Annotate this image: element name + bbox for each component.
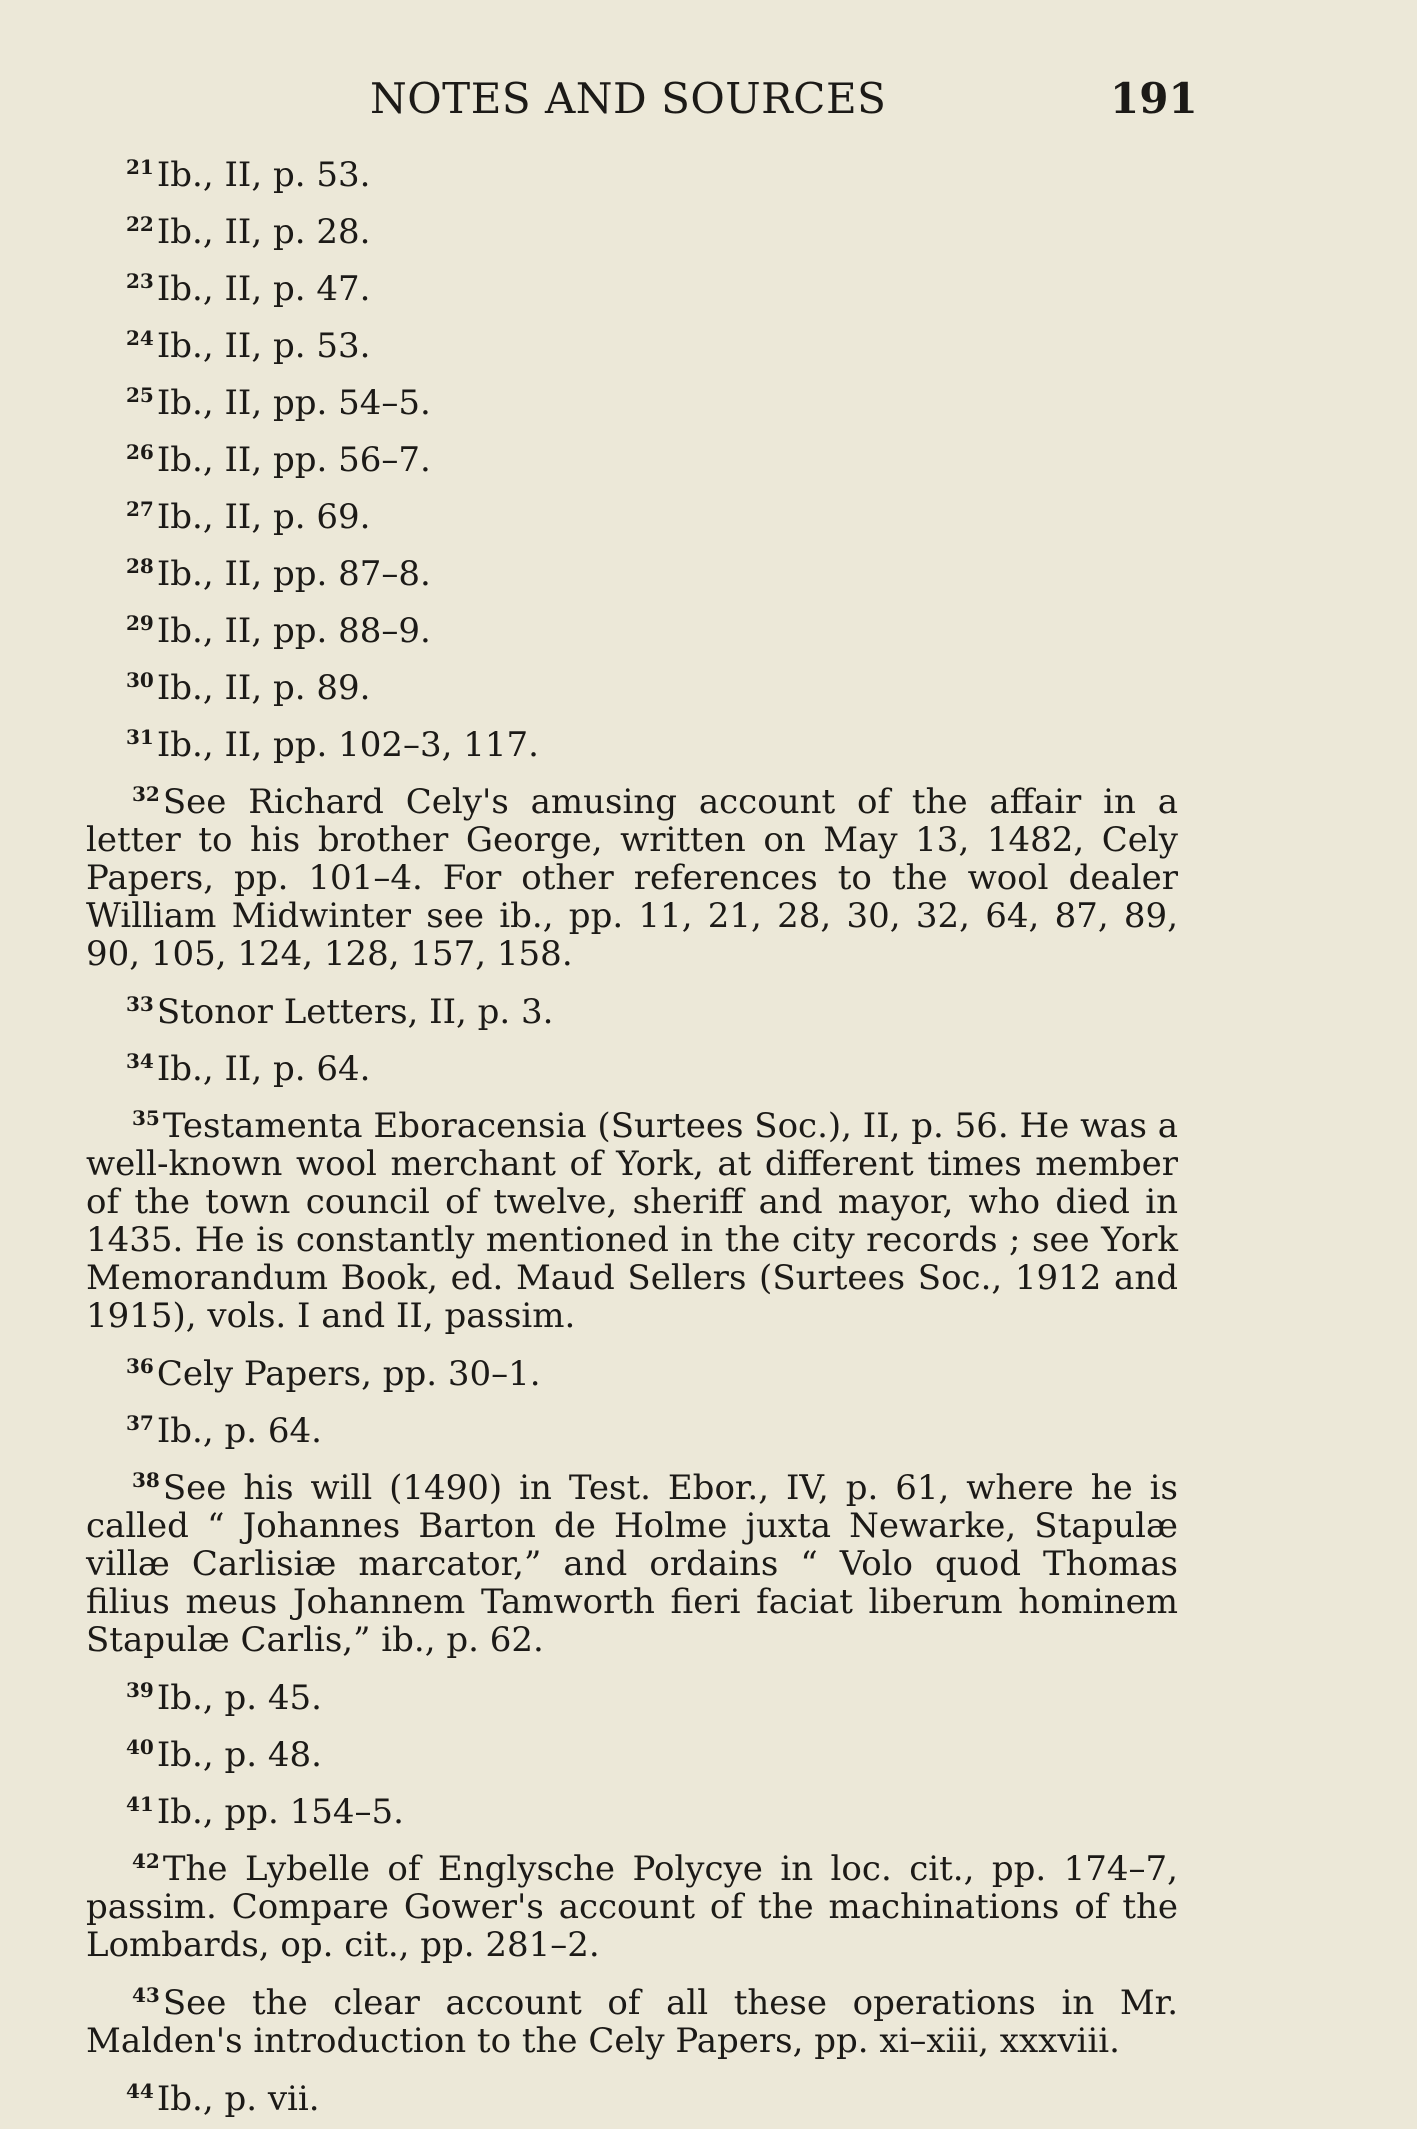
footnote-number: 30	[126, 668, 154, 692]
footnote-33	[86, 985, 1178, 1031]
footnote-text: Ib., p. vii.	[156, 2079, 320, 2119]
footnote-41	[86, 1785, 1178, 1831]
footnote-text: Ib., p. 45.	[156, 1678, 322, 1718]
footnote-text: Ib., II, pp. 88–9.	[156, 611, 431, 651]
footnote-text: Stonor Letters, II, p. 3.	[156, 992, 554, 1032]
running-title: NOTES AND SOURCES	[370, 74, 887, 123]
footnote-text: See his will (1490) in Test. Ebor., IV, p. 61, where he is called “ Johannes Barton de Holme juxta Newarke, Stapulæ villæ Carlisiæ marcator,” and ordains “ Volo quod Thomas filius meus Johannem Tamworth fieri faciat liberum hominem Stapulæ Carlis,” ib., p. 62.	[86, 1468, 1178, 1660]
footnote-number: 41	[126, 1792, 154, 1816]
footnote-number: 31	[126, 725, 154, 749]
footnote-number: 24	[126, 326, 154, 350]
footnote-text: Cely Papers, pp. 30–1.	[156, 1354, 541, 1394]
running-head	[0, 64, 1417, 134]
footnote-text: Ib., II, p. 47.	[156, 269, 371, 309]
footnote-number: 40	[126, 1735, 154, 1759]
footnote-text: Ib., II, p. 89.	[156, 668, 371, 708]
footnote-text: Ib., p. 48.	[156, 1735, 322, 1775]
footnote-number: 34	[126, 1049, 154, 1073]
footnote-number: 44	[126, 2079, 154, 2103]
footnote-number: 29	[126, 611, 154, 635]
footnote-38	[86, 1461, 1178, 1659]
footnote-text: Testamenta Eboracensia (Surtees Soc.), II, p. 56. He was a well-known wool merchant of York, at different times member of the town council of twelve, sheriff and mayor, who died in 1435. He is constantly mentioned in the city records ; see York Memorandum Book, ed. Maud Sellers (Surtees Soc., 1912 and 1915), vols. I and II, passim.	[86, 1106, 1178, 1336]
footnote-text: See the clear account of all these operations in Mr. Malden's introduction to the Cely Papers, pp. xi–xiii, xxxviii.	[86, 1983, 1178, 2061]
footnote-42	[86, 1842, 1178, 1964]
footnote-number: 23	[126, 269, 154, 293]
footnote-36	[86, 1347, 1178, 1393]
footnote-25	[86, 376, 1178, 422]
footnote-22	[86, 205, 1178, 251]
footnote-number: 33	[126, 992, 154, 1016]
footnote-29	[86, 604, 1178, 650]
footnote-text: Ib., II, p. 69.	[156, 497, 371, 537]
footnote-43	[86, 1976, 1178, 2060]
footnote-number: 26	[126, 440, 154, 464]
footnote-text: Ib., II, p. 28.	[156, 212, 371, 252]
footnote-34	[86, 1042, 1178, 1088]
footnote-text: Ib., II, pp. 102–3, 117.	[156, 725, 539, 765]
footnote-number: 32	[132, 782, 160, 806]
footnote-number: 27	[126, 497, 154, 521]
footnote-text: Ib., p. 64.	[156, 1411, 322, 1451]
footnote-23	[86, 262, 1178, 308]
footnote-21	[86, 148, 1178, 194]
footnote-30	[86, 661, 1178, 707]
footnote-text: Ib., II, p. 53.	[156, 326, 371, 366]
footnote-32	[86, 775, 1178, 973]
footnote-number: 22	[126, 212, 154, 236]
footnote-number: 43	[132, 1983, 160, 2007]
footnote-number: 36	[126, 1354, 154, 1378]
footnote-number: 38	[132, 1468, 160, 1492]
notes-list	[86, 148, 1178, 2129]
footnote-40	[86, 1728, 1178, 1774]
footnote-number: 42	[132, 1849, 160, 1873]
footnote-number: 39	[126, 1678, 154, 1702]
footnote-35	[86, 1099, 1178, 1335]
footnote-number: 35	[132, 1106, 160, 1130]
footnote-number: 37	[126, 1411, 154, 1435]
footnote-text: See Richard Cely's amusing account of the affair in a letter to his brother George, written on May 13, 1482, Cely Papers, pp. 101–4. For other references to the wool dealer William Midwinter see ib., pp. 11, 21, 28, 30, 32, 64, 87, 89, 90, 105, 124, 128, 157, 158.	[86, 782, 1178, 974]
footnote-text: Ib., II, p. 64.	[156, 1049, 371, 1089]
footnote-text: The Lybelle of Englysche Polycye in loc. cit., pp. 174–7, passim. Compare Gower's account of the machinations of the Lombards, op. cit., pp. 281–2.	[86, 1849, 1178, 1965]
footnote-27	[86, 490, 1178, 536]
footnote-number: 25	[126, 383, 154, 407]
footnote-31	[86, 718, 1178, 764]
footnote-text: Ib., II, pp. 54–5.	[156, 383, 431, 423]
footnote-24	[86, 319, 1178, 365]
footnote-44	[86, 2072, 1178, 2118]
footnote-28	[86, 547, 1178, 593]
footnote-text: Ib., II, p. 53.	[156, 155, 371, 195]
footnote-26	[86, 433, 1178, 479]
footnote-text: Ib., pp. 154–5.	[156, 1792, 404, 1832]
footnote-text: Ib., II, pp. 87–8.	[156, 554, 431, 594]
page-number: 191	[1110, 74, 1198, 123]
footnote-text: Ib., II, pp. 56–7.	[156, 440, 431, 480]
footnote-39	[86, 1671, 1178, 1717]
footnote-number: 21	[126, 155, 154, 179]
footnote-37	[86, 1404, 1178, 1450]
footnote-number: 28	[126, 554, 154, 578]
